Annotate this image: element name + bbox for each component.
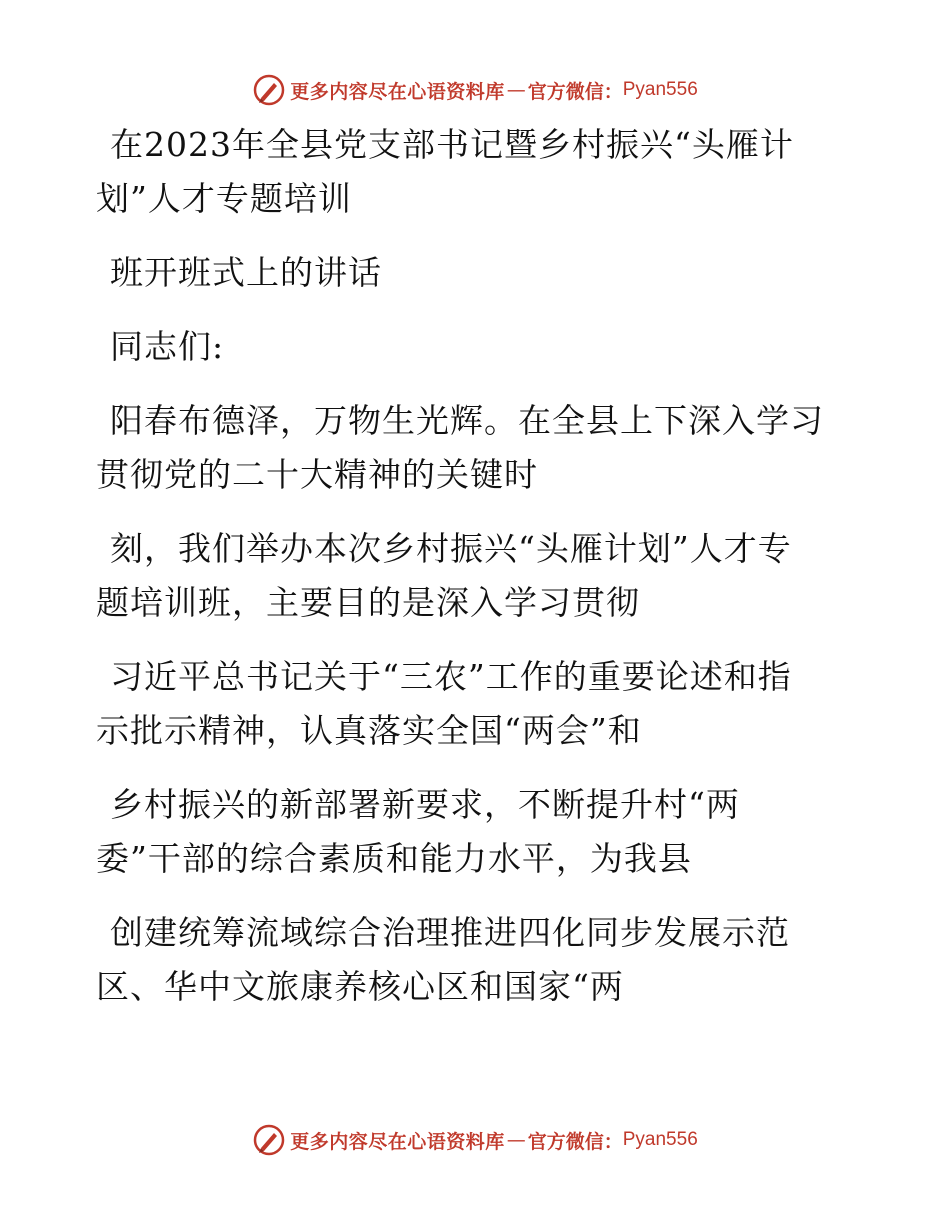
paragraph-line: 贯彻党的二十大精神的关键时: [96, 455, 538, 494]
paragraph-line: 阳春布德泽，万物生光辉。在全县上下深入学习: [110, 401, 824, 440]
watermark-sub-text: 官方微信：: [527, 1130, 623, 1153]
paragraph-line: 创建统筹流域综合治理推进四化同步发展示范: [110, 913, 790, 952]
watermark-main-text: 更多内容尽在心语资料库: [290, 1130, 505, 1153]
paragraph-line: 区、华中文旅康养核心区和国家“两: [96, 967, 624, 1006]
paragraph-line: 刻，我们举办本次乡村振兴“头雁计划”人才专: [110, 529, 792, 568]
paragraph-line: 委”干部的综合素质和能力水平，为我县: [96, 839, 692, 878]
watermark-sub-text: 官方微信：: [527, 80, 623, 103]
paragraph-line: 题培训班，主要目的是深入学习贯彻: [96, 583, 640, 622]
watermark-main-text: 更多内容尽在心语资料库: [290, 80, 505, 103]
paragraph-line: 示批示精神，认真落实全国“两会”和: [96, 711, 642, 750]
footer-watermark: [0, 1118, 950, 1162]
watermark-wechat-id: Pyan556: [622, 79, 698, 100]
watermark-wechat-id: Pyan556: [622, 1129, 698, 1150]
paragraph-line: 习近平总书记关于“三农”工作的重要论述和指: [110, 657, 792, 696]
pen-logo-icon: [252, 1123, 286, 1157]
watermark-dash: —: [506, 79, 526, 101]
salutation: 同志们:: [110, 327, 225, 366]
paragraph-line: 乡村振兴的新部署新要求，不断提升村“两: [110, 785, 740, 824]
pen-logo-icon: [252, 73, 286, 107]
document-body: [96, 118, 856, 1014]
header-watermark: [0, 68, 950, 112]
title-line-2: 划”人才专题培训: [96, 179, 352, 218]
title-line-3: 班开班式上的讲话: [110, 253, 382, 292]
watermark-dash: —: [506, 1129, 526, 1151]
title-line-1: 在2023年全县党支部书记暨乡村振兴“头雁计: [110, 125, 794, 164]
